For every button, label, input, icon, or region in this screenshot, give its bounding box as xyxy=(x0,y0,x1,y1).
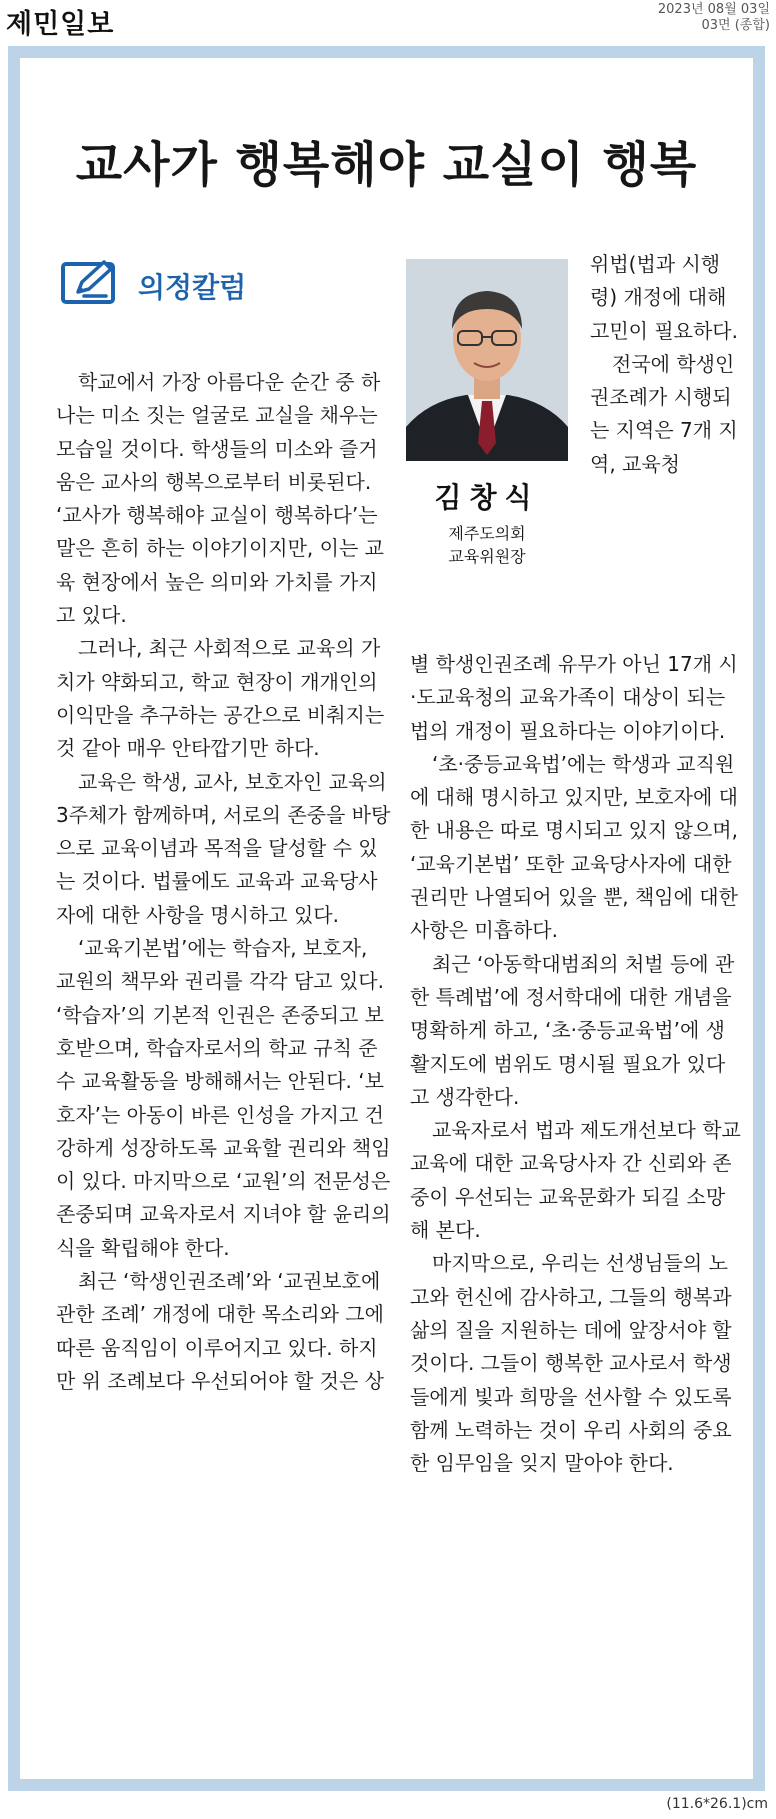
right-column-bottom-text xyxy=(410,648,743,1480)
author-info xyxy=(392,476,582,568)
author-portrait-image xyxy=(406,259,568,461)
page-header xyxy=(0,0,776,40)
pen-note-icon xyxy=(60,258,120,306)
author-affiliation: 제주도의회 xyxy=(448,524,526,543)
paragraph: 그러나, 최근 사회적으로 교육의 가치가 약화되고, 학교 현장이 개개인의 이익만을 추구하는 공간으로 비춰지는 것 같아 매우 안타깝기만 하다. xyxy=(56,636,385,761)
paragraph: 위법(법과 시행령) 개정에 대해 고민이 필요하다. xyxy=(590,252,738,343)
column-label: 의정칼럼 xyxy=(138,271,247,304)
paragraph: 최근 ‘학생인권조례’와 ‘교권보호에 관한 조례’ 개정에 대한 목소리와 그에 따른 움직임이 이루어지고 있다. 하지만 위 조례보다 우선되어야 할 것은 상 xyxy=(56,1269,384,1393)
paragraph: 교육은 학생, 교사, 보호자인 교육의 3주체가 함께하며, 서로의 존중을 바탕으로 교육이념과 목적을 달성할 수 있는 것이다. 법률에도 교육과 교육당사자에 대한 사항을 명시하고 있다. xyxy=(56,769,391,927)
author-name: 김창식 xyxy=(434,481,540,514)
paragraph: ‘교육기본법’에는 학습자, 보호자, 교원의 책무와 권리를 각각 담고 있다. ‘학습자’의 기본적 인권은 존중되고 보호받으며, 학습자로서의 학교 규칙 준수 교육활동을 방해해서는 안된다. ‘보호자’는 아동이 바른 인성을 가지고 건강하게 성장하도록 교육할 권리와 책임이 있다. 마지막으로 ‘교원’의 전문성은 존중되며 교육자로서 지녀야 할 윤리의식을 확립해야 한다. xyxy=(56,936,391,1260)
paragraph: 마지막으로, 우리는 선생님들의 노고와 헌신에 감사하고, 그들의 행복과 삶의 질을 지원하는 데에 앞장서야 할 것이다. 그들이 행복한 교사로서 학생들에게 빛과 희망을 선사할 수 있도록 함께 노력하는 것이 우리 사회의 중요한 임무임을 잊지 말아야 한다. xyxy=(410,1251,732,1476)
issue-date: 2023년 08월 03일 xyxy=(657,2,770,17)
paragraph: 별 학생인권조례 유무가 아닌 17개 시·도교육청의 교육가족이 대상이 되는 법의 개정이 필요하다는 이야기이다. xyxy=(410,652,738,743)
right-column-top-text xyxy=(590,248,743,481)
paragraph: 전국에 학생인권조례가 시행되는 지역은 7개 지역, 교육청 xyxy=(590,351,738,476)
article-body xyxy=(20,58,753,1779)
left-column-text xyxy=(56,366,392,1398)
author-position: 교육위원장 xyxy=(448,547,526,566)
newspaper-logo: 제민일보 xyxy=(6,9,115,40)
article-size-label: (11.6*26.1)cm xyxy=(666,1796,768,1812)
paragraph: 최근 ‘아동학대범죄의 처벌 등에 관한 특례법’에 정서학대에 대한 개념을 명확하게 하고, ‘초·중등교육법’에 생활지도에 범위도 명시될 필요가 있다고 생각한다. xyxy=(410,951,735,1109)
paragraph: ‘초·중등교육법’에는 학생과 교직원에 대해 명시하고 있지만, 보호자에 대한 내용은 따로 명시되고 있지 않으며, ‘교육기본법’ 또한 교육당사자에 대한 권리만 나열되어 있을 뿐, 책임에 대한 사항은 미흡하다. xyxy=(410,751,738,943)
author-photo xyxy=(406,259,568,461)
paragraph: 학교에서 가장 아름다운 순간 중 하나는 미소 짓는 얼굴로 교실을 채우는 모습일 것이다. 학생들의 미소와 즐거움은 교사의 행복으로부터 비롯된다. ‘교사가 행복해야 교실이 행복하다’는 말은 흔히 하는 이야기이지만, 이는 교육 현장에서 높은 의미와 가치를 가지고 있다. xyxy=(56,370,384,628)
article-frame xyxy=(8,46,765,1791)
article-title: 교사가 행복해야 교실이 행복 xyxy=(75,137,698,193)
paragraph: 교육자로서 법과 제도개선보다 학교 교육에 대한 교육당사자 간 신뢰와 존중이 우선되는 교육문화가 되길 소망해 본다. xyxy=(410,1118,741,1243)
page-number: 03면 (종합) xyxy=(701,18,770,33)
issue-info xyxy=(658,2,770,34)
